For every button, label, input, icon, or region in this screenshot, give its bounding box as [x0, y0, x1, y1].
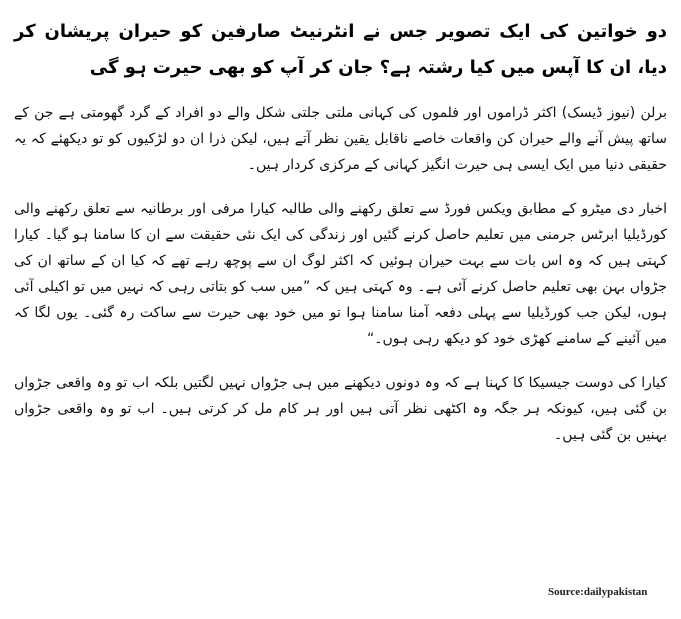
article-headline: دو خواتین کی ایک تصویر جس نے انٹرنیٹ صارفین کو حیران پریشان کر دیا، ان کا آپس میں کیا رشتہ ہے؟ جان کر آپ کو بھی حیرت ہو گی — [14, 21, 667, 78]
article-paragraph: برلن (نیوز ڈیسک) اکثر ڈراموں اور فلموں کی کہانی ملتی جلتی شکل والے دو افراد کے گرد گھومتی ہے جن کے ساتھ پیش آنے والے حیران کن واقعات خاصے ناقابل یقین نظر آتے ہیں، لیکن ذرا ان دو لڑکیوں کو تو دیکھئے کہ یہ حقیقی دنیا میں ایک ایسی ہی حیرت انگیز کہانی کے مرکزی کردار ہیں۔ — [14, 105, 667, 173]
source-credit: Source:dailypakistan — [548, 586, 648, 598]
article-paragraph: اخبار دی میٹرو کے مطابق ویکس فورڈ سے تعلق رکھنے والی طالبہ کیارا مرفی اور برطانیہ سے تعلق رکھنے والی کورڈیلیا ابرٹس جرمنی میں تعلیم حاصل کرنے گئیں اور زندگی کی ایک نئی حقیقت سے ان کا سامنا ہو گیا۔ کیارا کہتی ہیں کہ وہ اس بات سے بہت حیران ہوئیں کہ اکثر لوگ ان سے پوچھ رہے تھے کہ کیا ان کے ساتھ ان کی جڑواں بہن بھی تعلیم حاصل کرنے آئی ہے۔ وہ کہتی ہیں کہ ”میں سب کو بتاتی رہی کہ نہیں میں تو اکیلی آئی ہوں، لیکن جب کورڈیلیا سے پہلی دفعہ آمنا سامنا ہوا تو میں خود بھی حیرت سے ساکت رہ گئی۔ یوں لگا کہ میں آئینے کے سامنے کھڑی خود کو دیکھ رہی ہوں۔“ — [14, 201, 667, 347]
article-paragraph: کیارا کی دوست جیسیکا کا کہنا ہے کہ وہ دونوں دیکھنے میں ہی جڑواں نہیں لگتیں بلکہ اب تو وہ واقعی جڑواں بن گئی ہیں، کیونکہ ہر جگہ وہ اکٹھی نظر آتی ہیں اور ہر کام مل کر کرتی ہیں۔ اب تو وہ واقعی جڑواں بہنیں بن گئی ہیں۔ — [14, 375, 667, 443]
